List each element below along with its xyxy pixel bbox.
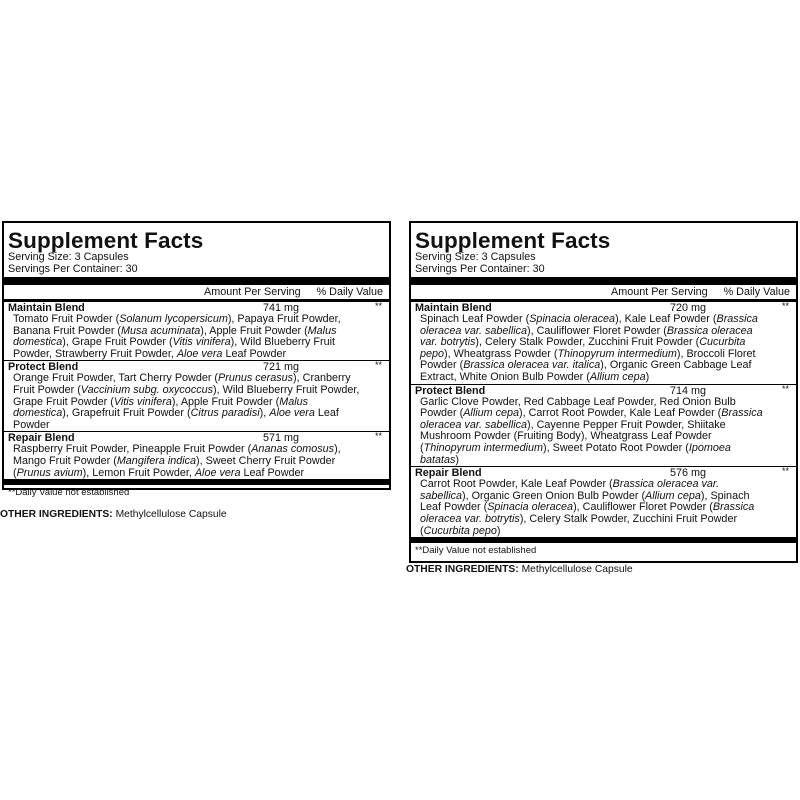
blend-dv: ** bbox=[781, 466, 789, 477]
ingredient-line: Spinach Leaf Powder (Spinacia oleracea), Kale Leaf Powder (Brassica bbox=[420, 313, 758, 325]
blend-section bbox=[8, 302, 385, 360]
thick-divider bbox=[411, 537, 796, 543]
blend-amount: 571 mg bbox=[263, 432, 300, 445]
daily-value-label: % Daily Value bbox=[723, 286, 790, 298]
ingredient-line: (Thinopyrum intermedium), Sweet Potato Root Powder (Ipomoea bbox=[420, 441, 731, 454]
ingredient-line: batatas) bbox=[420, 453, 460, 466]
blend-amount: 741 mg bbox=[263, 302, 300, 314]
blend-name: Repair Blend bbox=[415, 467, 482, 480]
blend-section bbox=[8, 361, 385, 431]
blend-amount: 714 mg bbox=[670, 384, 707, 397]
column-header bbox=[415, 285, 792, 299]
amount-per-serving-label: Amount Per Serving bbox=[204, 286, 301, 298]
ingredient-line: (Cucurbita pepo) bbox=[420, 524, 501, 537]
daily-value-label: % Daily Value bbox=[316, 286, 383, 298]
other-ingredients-label: OTHER INGREDIENTS: bbox=[0, 509, 113, 520]
blend-section bbox=[8, 432, 385, 479]
ingredient-line: Fruit Powder (Vaccinium subg. oxycoccus), Wild Blueberry Fruit Powder, bbox=[13, 383, 360, 396]
ingredient-line: Mushroom Powder (Fruiting Body), Wheatgrass Leaf Powder bbox=[420, 430, 712, 443]
ingredient-line: Tomato Fruit Powder (Solanum lycopersicum), Papaya Fruit Powder, bbox=[13, 313, 341, 325]
blend-name: Maintain Blend bbox=[415, 302, 492, 314]
other-ingredients bbox=[406, 564, 633, 576]
ingredient-line: (Prunus avium), Lemon Fruit Powder, Aloe vera Leaf Powder bbox=[13, 466, 305, 479]
ingredient-line: Orange Fruit Powder, Tart Cherry Powder (Prunus cerasus), Cranberry bbox=[13, 372, 351, 385]
daily-value-footnote: **Daily Value not established bbox=[415, 545, 537, 557]
supplement-facts-panel-right bbox=[409, 221, 798, 563]
ingredient-line: Powder, Strawberry Fruit Powder, Aloe vera Leaf Powder bbox=[13, 347, 287, 360]
ingredient-line: var. botrytis), Celery Stalk Powder, Zucchini Fruit Powder (Cucurbita bbox=[420, 336, 746, 349]
blend-section bbox=[415, 467, 792, 537]
blend-dv: ** bbox=[374, 301, 382, 311]
ingredient-line: Carrot Root Powder, Kale Leaf Powder (Brassica oleracea var. bbox=[420, 478, 720, 491]
ingredient-line: Raspberry Fruit Powder, Pineapple Fruit Powder (Ananas comosus), bbox=[13, 443, 341, 456]
thick-divider bbox=[4, 479, 389, 485]
ingredient-line: Mango Fruit Powder (Mangifera indica), Sweet Cherry Fruit Powder bbox=[13, 454, 336, 467]
other-ingredients-value: Methylcellulose Capsule bbox=[112, 509, 227, 520]
daily-value-footnote: **Daily Value not established bbox=[8, 487, 130, 499]
serving-size: Serving Size: 3 Capsules bbox=[415, 251, 536, 263]
ingredient-line: Garlic Clove Powder, Red Cabbage Leaf Powder, Red Onion Bulb bbox=[420, 395, 736, 408]
supplement-facts-panel-left bbox=[2, 221, 391, 499]
ingredient-line: Powder (Brassica oleracea var. italica), Organic Green Cabbage Leaf bbox=[420, 359, 752, 372]
ingredient-line: Grape Fruit Powder (Vitis vinifera), Apple Fruit Powder (Malus bbox=[13, 395, 309, 408]
blend-ingredients bbox=[415, 314, 792, 384]
ingredient-line: oleracea var. sabellica), Cayenne Pepper Fruit Powder, Shiitake bbox=[420, 418, 726, 431]
ingredient-line: sabellica), Organic Green Onion Bulb Powder (Allium cepa), Spinach bbox=[420, 489, 750, 502]
blend-ingredients bbox=[415, 397, 792, 467]
ingredient-line: oleracea var. botrytis), Celery Stalk Powder, Zucchini Fruit Powder bbox=[420, 512, 738, 525]
blend-dv: ** bbox=[781, 383, 789, 394]
blend-dv: ** bbox=[374, 431, 382, 442]
panel-title: Supplement Facts bbox=[8, 228, 204, 253]
ingredient-line: oleracea var. sabellica), Cauliflower Floret Powder (Brassica oleracea bbox=[420, 324, 753, 337]
serving-size: Serving Size: 3 Capsules bbox=[8, 251, 129, 263]
blend-ingredients bbox=[8, 444, 385, 479]
thick-divider bbox=[4, 277, 389, 285]
thick-divider bbox=[411, 277, 796, 285]
blend-name: Repair Blend bbox=[8, 432, 75, 445]
ingredient-line: domestica), Grapefruit Fruit Powder (Citrus paradisi), Aloe vera Leaf bbox=[13, 407, 339, 420]
blend-dv: ** bbox=[781, 301, 789, 311]
servings-per-container: Servings Per Container: 30 bbox=[415, 262, 545, 275]
other-ingredients-label: OTHER INGREDIENTS: bbox=[406, 564, 519, 575]
blend-amount: 721 mg bbox=[263, 361, 300, 374]
panel-title: Supplement Facts bbox=[415, 228, 611, 253]
other-ingredients-value: Methylcellulose Capsule bbox=[518, 564, 633, 575]
blend-name: Protect Blend bbox=[8, 361, 79, 374]
blend-ingredients bbox=[8, 373, 385, 431]
amount-per-serving-label: Amount Per Serving bbox=[611, 286, 708, 298]
ingredient-line: domestica), Grape Fruit Powder (Vitis vinifera), Wild Blueberry Fruit bbox=[13, 336, 336, 349]
servings-per-container: Servings Per Container: 30 bbox=[8, 262, 138, 275]
blend-section bbox=[415, 385, 792, 467]
blend-ingredients bbox=[8, 314, 385, 360]
blend-name: Maintain Blend bbox=[8, 302, 85, 314]
blend-section bbox=[415, 302, 792, 384]
ingredient-line: Extract, White Onion Bulb Powder (Allium cepa) bbox=[420, 370, 650, 383]
blend-dv: ** bbox=[374, 360, 382, 371]
ingredient-line: Banana Fruit Powder (Musa acuminata), Apple Fruit Powder (Malus bbox=[13, 324, 337, 337]
blend-amount: 720 mg bbox=[670, 302, 707, 314]
other-ingredients bbox=[0, 509, 227, 521]
blend-ingredients bbox=[415, 479, 792, 537]
blend-amount: 576 mg bbox=[670, 467, 707, 480]
ingredient-line: pepo), Wheatgrass Powder (Thinopyrum intermedium), Broccoli Floret bbox=[420, 347, 756, 360]
blend-name: Protect Blend bbox=[415, 384, 486, 397]
ingredient-line: Powder bbox=[13, 418, 50, 431]
ingredient-line: Powder (Allium cepa), Carrot Root Powder, Kale Leaf Powder (Brassica bbox=[420, 407, 763, 420]
ingredient-line: Leaf Powder (Spinacia oleracea), Cauliflower Floret Powder (Brassica bbox=[420, 501, 755, 514]
column-header bbox=[8, 285, 385, 299]
